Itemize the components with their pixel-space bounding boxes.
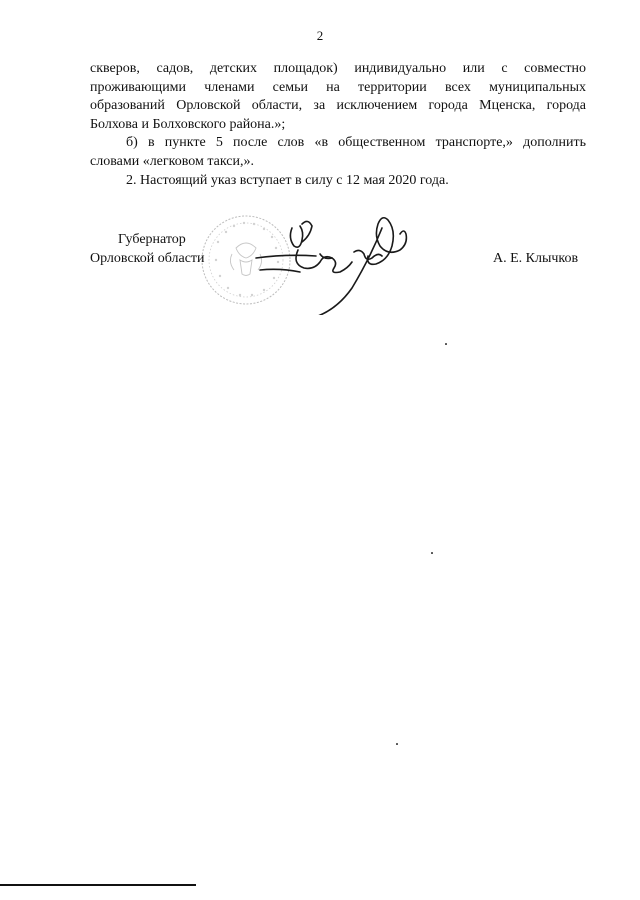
scan-speck bbox=[396, 743, 398, 745]
paragraph-1-line-1: скверов, садов, детских площадок) индивидуально или с совместно bbox=[90, 61, 586, 76]
paragraph-3: 2. Настоящий указ вступает в силу с 12 мая 2020 года. bbox=[126, 172, 449, 188]
scan-speck bbox=[445, 343, 447, 345]
paragraph-1-line-4: Болхова и Болховского района.»; bbox=[90, 116, 286, 132]
handwritten-signature-icon bbox=[250, 210, 420, 315]
signer-name: А. Е. Клычков bbox=[493, 251, 579, 266]
paragraph-1-line-3: образований Орловской области, за исключением города Мценска, города bbox=[90, 98, 586, 114]
scan-speck bbox=[431, 552, 433, 554]
signature-block bbox=[0, 220, 640, 320]
paragraph-2-line-2: словами «легковом такси,». bbox=[90, 153, 254, 169]
footer-rule bbox=[0, 884, 196, 886]
page-number: 2 bbox=[316, 28, 324, 43]
paragraph-1-line-2: проживающими членами семьи на территории всех муниципальных bbox=[90, 79, 586, 95]
document-body bbox=[90, 60, 586, 190]
signer-title-line-2: Орловской области bbox=[90, 251, 205, 266]
paragraph-2-line-1: б) в пункте 5 после слов «в общественном транспорте,» дополнить bbox=[126, 135, 586, 151]
signer-title-line-1: Губернатор bbox=[118, 232, 186, 247]
